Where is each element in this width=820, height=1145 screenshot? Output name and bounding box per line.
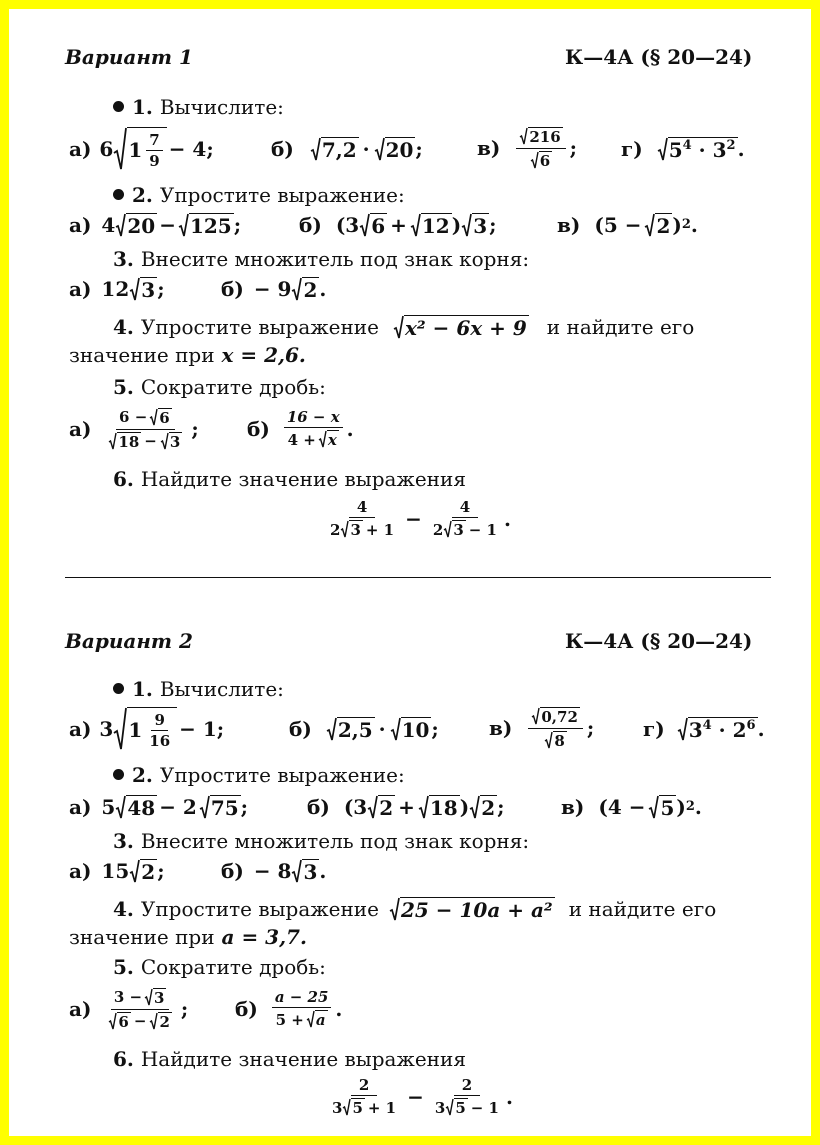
bullet-icon xyxy=(113,189,124,200)
variant1-title: Вариант 1 xyxy=(65,45,193,69)
math-part: 3 xyxy=(453,521,464,540)
v2-task2-heading: 2. Упростите выражение: xyxy=(113,765,405,785)
v2-task5-heading: 5. Сократите дробь: xyxy=(113,955,326,979)
math-part: $5^4 \cdot 3^2$ xyxy=(668,138,736,162)
square-root xyxy=(291,859,319,883)
v1-task3-a: а) 12 3 ; xyxy=(69,277,165,302)
v2-task6-expression: 2 3 5 + 1 − 2 3 5 − 1 . xyxy=(329,1071,513,1123)
v1-task2-b: б) (3 6 + 12 ) 3 ; xyxy=(299,213,497,238)
math-part: 2,5 xyxy=(337,718,373,742)
v2-task2-v: в) (4 − 5 ) 2 . xyxy=(561,795,702,820)
v1-task4-line1: 4. Упростите выражение x² − 6x + 9 и найдите его xyxy=(113,315,695,340)
v1-task1-g: г) $5^4 \cdot 3^2$ . xyxy=(621,137,745,162)
square-root xyxy=(519,127,562,146)
math-part: 0,72 xyxy=(541,708,578,726)
v2-task6-heading: 6. Найдите значение выражения xyxy=(113,1047,466,1071)
math-part: 12 xyxy=(421,214,450,238)
fraction xyxy=(105,408,185,451)
math-part xyxy=(541,729,569,750)
math-part: 2 3 + 1 xyxy=(330,520,395,540)
math-part: 9 xyxy=(149,152,160,170)
math-part: 3 xyxy=(169,432,181,451)
math-part: 5 xyxy=(352,1099,363,1118)
square-root xyxy=(469,795,497,819)
math-part: 6 xyxy=(159,408,170,427)
math-part: 1 $\frac{7}{9}$ xyxy=(127,127,166,171)
math-part: 2 xyxy=(481,796,496,820)
math-part: 18 − 3 xyxy=(105,430,185,451)
square-root xyxy=(291,277,319,301)
math-part: 20 xyxy=(127,214,156,238)
v2-task1-heading: 1. Вычислите: xyxy=(113,679,284,699)
math-part: 7,2 xyxy=(321,138,357,162)
math-part xyxy=(527,149,555,170)
math-part: x xyxy=(327,431,337,450)
v2-task3-a: а) 15 2 ; xyxy=(69,859,165,884)
math-part: 216 xyxy=(529,128,561,146)
math-part: 4 xyxy=(349,499,375,519)
square-root xyxy=(326,717,375,741)
math-part: 3 xyxy=(473,214,488,238)
square-root xyxy=(445,1098,467,1117)
variant2-title: Вариант 2 xyxy=(65,629,193,653)
fraction xyxy=(105,988,174,1031)
math-part: 6 xyxy=(539,151,551,170)
square-root xyxy=(374,137,416,161)
v1-task6-expression: 4 2 3 + 1 − 4 2 3 − 1 . xyxy=(327,493,511,545)
math-part: a − 25 xyxy=(272,989,332,1009)
square-root xyxy=(149,408,171,427)
square-root xyxy=(178,213,234,237)
math-part: 2 xyxy=(141,860,156,884)
math-part: 16 − x xyxy=(284,409,343,429)
square-root xyxy=(443,520,465,539)
math-part: 2 3 − 1 xyxy=(432,520,497,540)
fraction xyxy=(284,409,343,449)
math-part: 8 xyxy=(554,731,565,750)
math-part: 3 xyxy=(154,988,165,1007)
v1-task5-a: а) 6 − 6 18 − 3 ; xyxy=(69,407,199,451)
math-part: 2 xyxy=(656,214,671,238)
square-root xyxy=(160,432,182,451)
v2-task2-a: а) 5 48 − 2 75 ; xyxy=(69,795,249,820)
math-part: 3 − 3 xyxy=(111,988,170,1010)
v2-task4-line2: значение при a = 3,7. xyxy=(69,925,307,949)
square-root xyxy=(310,137,359,161)
variant2-code: К—4А (§ 20—24) xyxy=(565,629,753,653)
v1-task1-b: б) 7,2 · 20 ; xyxy=(271,137,423,162)
v2-task3-b: б) − 8 3 . xyxy=(221,859,327,884)
v2-task4-line1: 4. Упростите выражение 25 − 10a + a² и найдите его xyxy=(113,897,717,922)
bullet-icon xyxy=(113,683,124,694)
square-root xyxy=(530,151,552,170)
square-root xyxy=(677,717,758,741)
square-root xyxy=(306,1010,328,1029)
math-part: 5 xyxy=(660,796,675,820)
v1-task2-heading: 2. Упростите выражение: xyxy=(113,185,405,205)
bullet-icon xyxy=(113,101,124,112)
v1-task1-a: а) 6 1 $\frac{7}{9}$ − 4; xyxy=(69,127,214,171)
math-part: 7 xyxy=(146,132,162,152)
square-root xyxy=(129,859,157,883)
v2-task1-v: в) $\frac{0,72}{8}$ ; xyxy=(489,708,595,750)
math-part: 1 $\frac{9}{16}$ xyxy=(127,707,177,751)
fraction xyxy=(146,132,162,170)
square-root xyxy=(648,795,676,819)
square-root xyxy=(340,520,362,539)
math-part: $3^4 \cdot 2^6$ xyxy=(688,718,756,742)
section-divider xyxy=(65,577,771,578)
math-part: 6 xyxy=(118,1012,129,1031)
fraction xyxy=(272,989,332,1029)
math-part xyxy=(516,127,565,149)
fraction xyxy=(329,1077,399,1117)
v1-task2-v: в) (5 − 2 ) 2 . xyxy=(557,213,698,238)
square-root xyxy=(149,1012,171,1031)
square-root xyxy=(108,1012,130,1031)
fraction xyxy=(146,712,173,750)
square-root xyxy=(410,213,452,237)
math-part: 3 xyxy=(141,278,156,302)
math-part: 4 + x xyxy=(287,430,337,450)
math-part: 10 xyxy=(401,718,430,742)
math-part: 3 5 + 1 xyxy=(332,1098,397,1118)
v1-task5-heading: 5. Сократите дробь: xyxy=(113,375,326,399)
math-part: 6 xyxy=(371,214,386,238)
math-part: 6 − 2 xyxy=(105,1010,174,1031)
fraction xyxy=(528,707,583,750)
v1-task2-a: а) 4 20 − 125 ; xyxy=(69,213,242,238)
math-part: 4 xyxy=(452,499,478,519)
math-part: 2 xyxy=(454,1077,480,1097)
square-root xyxy=(393,315,529,339)
square-root xyxy=(115,795,157,819)
fraction xyxy=(432,1077,502,1117)
math-part: a xyxy=(315,1011,326,1030)
sqrt-sign xyxy=(113,707,177,751)
v2-task1-b: б) 2,5 · 10 ; xyxy=(289,717,439,742)
square-root xyxy=(199,795,241,819)
v1-task1-heading: 1. Вычислите: xyxy=(113,97,284,117)
square-root xyxy=(418,795,460,819)
math-part: x² − 6x + 9 xyxy=(404,316,527,340)
math-part: 48 xyxy=(127,796,156,820)
math-part xyxy=(528,707,583,729)
math-part: 125 xyxy=(189,214,232,238)
v2-task3-heading: 3. Внесите множитель под знак корня: xyxy=(113,829,530,853)
v2-task5-b: б) a − 25 5 + a . xyxy=(235,987,343,1030)
square-root xyxy=(342,1098,364,1117)
math-part: 16 xyxy=(149,732,171,750)
fraction xyxy=(516,127,565,170)
math-part: 3 5 − 1 xyxy=(434,1098,499,1118)
square-root xyxy=(144,988,166,1007)
square-root xyxy=(390,717,432,741)
math-part: 2 xyxy=(159,1012,170,1031)
math-part: 20 xyxy=(385,138,414,162)
square-root xyxy=(108,432,141,451)
math-part: 2 xyxy=(303,278,318,302)
square-root xyxy=(389,897,555,921)
fraction xyxy=(327,499,397,539)
v1-task1-v: в) $\frac{216}{6}$ ; xyxy=(477,128,578,170)
v1-task5-b: б) 16 − x 4 + x . xyxy=(247,407,354,450)
variant1-code: К—4А (§ 20—24) xyxy=(565,45,753,69)
square-root xyxy=(318,430,339,449)
v2-task5-a: а) 3 − 3 6 − 2 ; xyxy=(69,987,189,1031)
v2-task2-b: б) (3 2 + 18 ) 2 ; xyxy=(307,795,505,820)
math-part: 18 xyxy=(429,796,458,820)
v2-task1-a: а) 3 1 $\frac{9}{16}$ − 1; xyxy=(69,707,224,751)
math-part: 9 xyxy=(151,712,167,732)
v1-task3-b: б) − 9 2 . xyxy=(221,277,327,302)
square-root xyxy=(531,707,580,726)
math-part: 25 − 10a + a² xyxy=(400,898,553,922)
square-root xyxy=(644,213,672,237)
math-part: 2 xyxy=(379,796,394,820)
square-root xyxy=(129,277,157,301)
square-root xyxy=(115,213,157,237)
math-part: 5 xyxy=(455,1099,466,1118)
fraction xyxy=(430,499,500,539)
bullet-icon xyxy=(113,769,124,780)
math-part: 18 xyxy=(118,432,140,451)
square-root xyxy=(359,213,387,237)
sqrt-sign xyxy=(113,127,166,171)
square-root xyxy=(367,795,395,819)
square-root xyxy=(544,731,566,750)
math-part: 75 xyxy=(210,796,239,820)
math-part: 6 − 6 xyxy=(116,408,175,430)
square-root xyxy=(461,213,489,237)
v1-task4-line2: значение при x = 2,6. xyxy=(69,343,306,367)
square-root xyxy=(657,137,738,161)
v2-task1-g: г) $3^4 \cdot 2^6$ . xyxy=(643,717,765,742)
math-part: 5 + a xyxy=(275,1010,326,1030)
math-part: 2 xyxy=(351,1077,377,1097)
math-part: 3 xyxy=(303,860,318,884)
v1-task6-heading: 6. Найдите значение выражения xyxy=(113,467,466,491)
v1-task3-heading: 3. Внесите множитель под знак корня: xyxy=(113,247,530,271)
math-part: 3 xyxy=(350,521,361,540)
